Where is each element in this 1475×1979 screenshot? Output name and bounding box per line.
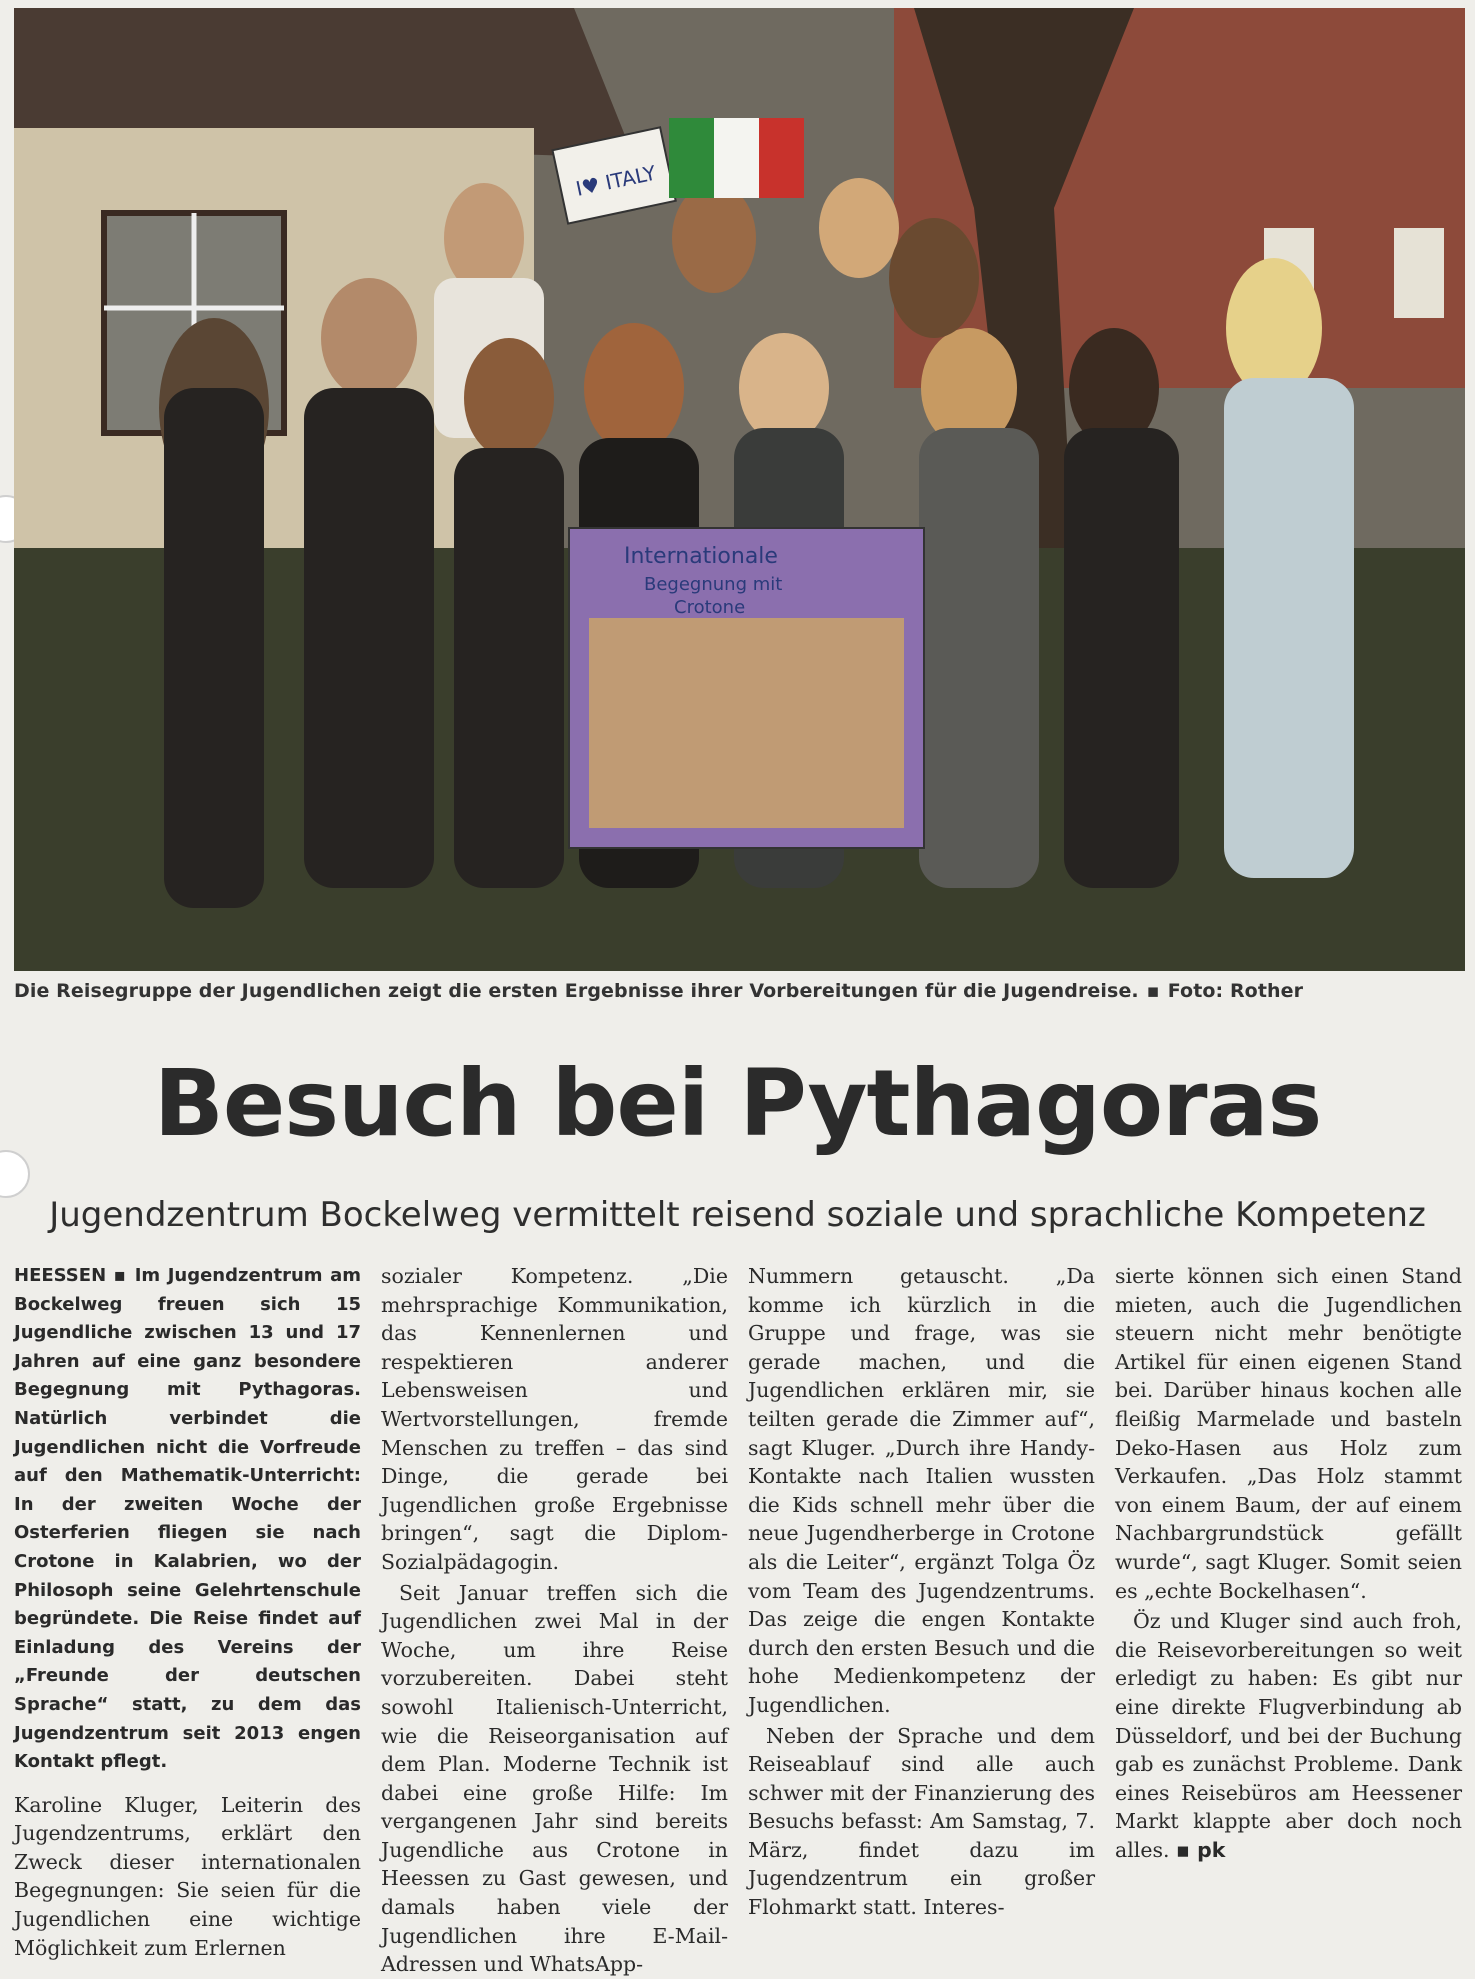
paragraph-5: Neben der Sprache und dem Reiseablauf sind alle auch schwer mit der Finanzierung des Besuchs befasst: Am Samstag, 7. März, findet dazu im Jugendzentrum ein großer Flohmarkt statt. Interes-	[748, 1723, 1095, 1920]
group-photo-illustration	[14, 8, 1465, 971]
paragraph-6: sierte können sich einen Stand mieten, auch die Jugendlichen steuern nicht mehr benötigte Artikel für einen eigenen Stand bei. Darüber hinaus kochen alle fleißig Marmelade und basteln Deko-Hasen aus Holz zum Verkaufen. „Das Holz stammt von einem Baum, der auf einem Nachbargrundstück gefällt wurde“, sagt Kluger. Somit seien es „echte Bockelhasen“.	[1115, 1264, 1462, 1603]
poster-line-2: Begegnung mit	[644, 574, 783, 595]
caption-separator: ▪	[1146, 980, 1160, 1002]
paragraph-7-text: Öz und Kluger sind auch froh, die Reisevorbereitungen so weit erledigt zu haben: Es gibt nur eine direkte Flugverbindung ab Düsseldorf, und bei der Buchung gab es zunächst Probleme. Dank eines Reisebüros am Heessener Markt klappte aber doch noch alles.	[1115, 1609, 1462, 1862]
project-poster	[569, 528, 924, 848]
lead-paragraph	[14, 1262, 361, 1777]
column-1	[14, 1262, 361, 1960]
paragraph-7	[1115, 1607, 1462, 1864]
poster-line-1: Internationale	[624, 544, 778, 569]
sign-text: I♥ ITALY	[573, 160, 658, 201]
paragraph-2: sozialer Kompetenz. „Die mehrsprachige Kommunikation, das Kennenlernen und respektieren anderer Lebensweisen und Wertvorstellungen, fremde Menschen zu treffen – das sind Dinge, die gerade bei Jugendlichen große Ergebnisse bringen“, sagt die Diplom-Sozialpädagogin.	[381, 1264, 728, 1574]
column-2	[381, 1262, 728, 1977]
dateline: HEESSEN ▪	[14, 1265, 128, 1286]
headline: Besuch bei Pythagoras	[153, 1050, 1322, 1157]
column-3	[748, 1262, 1095, 1950]
author-tag: ▪ pk	[1176, 1837, 1226, 1862]
paragraph-1: Karoline Kluger, Leiterin des Jugendzentrums, erklärt den Zweck dieser internationalen Begegnungen: Sie seien für die Jugendlichen eine wichtige Möglichkeit zum Erlernen	[14, 1792, 361, 1960]
paragraph-4: Nummern getauscht. „Da komme ich kürzlich in die Gruppe und frage, was sie gerade machen, und die Jugendlichen erklären mir, sie teilten gerade die Zimmer auf“, sagt Kluger. „Durch ihre Handy-Kontakte nach Italien wussten die Kids schnell mehr über die neue Jugendherberge in Crotone als die Leiter“, ergänzt Tolga Öz vom Team des Jugendzentrums. Das zeige die engen Kontakte durch den ersten Besuch und die hohe Medienkompetenz der Jugendlichen.	[748, 1264, 1095, 1717]
poster-line-3: Crotone	[674, 597, 746, 618]
subheadline: Jugendzentrum Bockelweg vermittelt reisend soziale und sprachliche Kompetenz	[49, 1195, 1426, 1235]
caption-text: Die Reisegruppe der Jugendlichen zeigt die ersten Ergebnisse ihrer Vorbereitungen für die Jugendreise.	[14, 980, 1139, 1002]
paragraph-3: Seit Januar treffen sich die Jugendlichen zwei Mal in der Woche, um ihre Reise vorzubereiten. Dabei steht sowohl Italienisch-Unterricht, wie die Reiseorganisation auf dem Plan. Moderne Technik ist dabei eine große Hilfe: Im vergangenen Jahr sind bereits Jugendliche aus Crotone in Heessen zu Gast gewesen, und damals haben viele der Jugendlichen ihre E-Mail-Adressen und WhatsApp-	[381, 1580, 728, 1977]
column-4	[1115, 1262, 1462, 1950]
lead-text: Im Jugendzentrum am Bockelweg freuen sich 15 Jugendliche zwischen 13 und 17 Jahren auf eine ganz besondere Begegnung mit Pythagoras. Natürlich verbindet die Jugendlichen nicht die Vorfreude auf den Mathematik-Unterricht: In der zweiten Woche der Osterferien fliegen sie nach Crotone in Kalabrien, wo der Philosoph seine Gelehrtenschule begründete. Die Reise findet auf Einladung des Vereins der „Freunde der deutschen Sprache“ statt, zu dem das Jugendzentrum seit 2013 engen Kontakt pflegt.	[14, 1265, 361, 1773]
photo-credit: Foto: Rother	[1167, 980, 1304, 1002]
group-photo	[14, 8, 1465, 971]
punch-hole-bottom	[0, 1150, 30, 1198]
article-body	[14, 1262, 1464, 1977]
photo-caption	[14, 980, 1465, 1002]
